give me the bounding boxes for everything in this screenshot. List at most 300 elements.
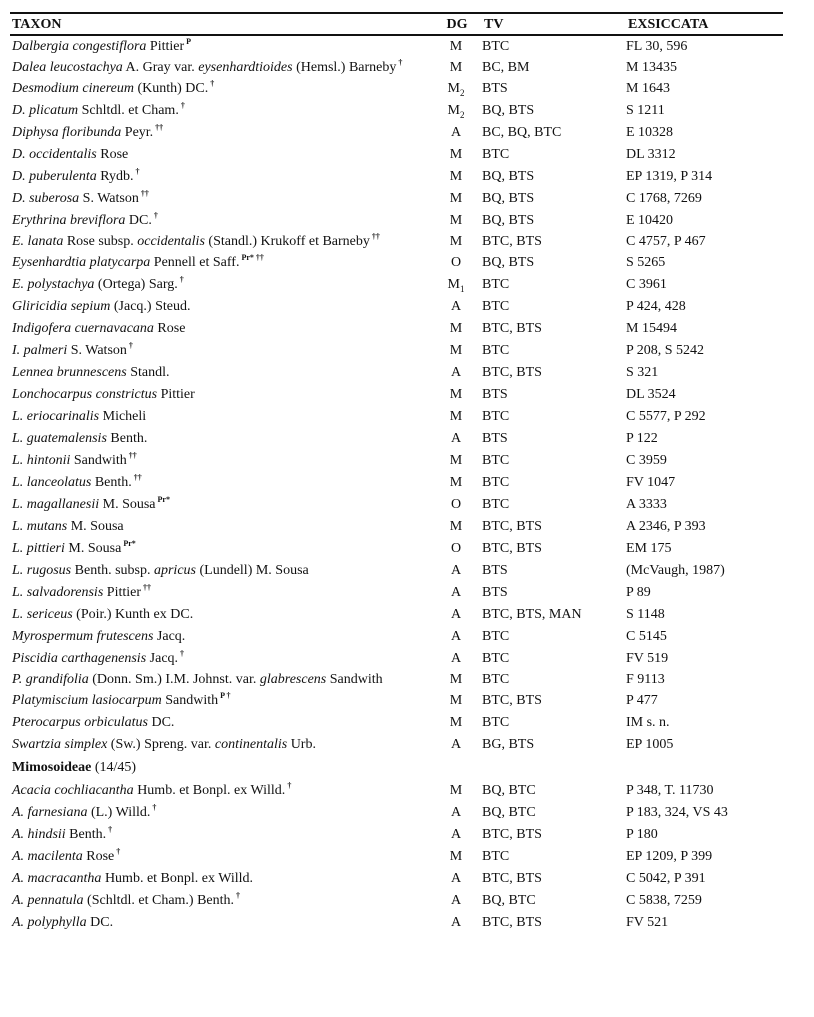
cell-exsiccata: A 2346, P 393 bbox=[626, 519, 706, 534]
header-exsiccata: EXSICCATA bbox=[626, 13, 783, 35]
cell-tv: BTC bbox=[482, 453, 510, 468]
cell-taxon bbox=[10, 318, 430, 340]
dg-value: M bbox=[449, 849, 463, 864]
cell-taxon bbox=[10, 188, 430, 210]
cell-tv: BTC bbox=[482, 475, 510, 490]
cell-exsiccata: C 5577, P 292 bbox=[626, 409, 706, 424]
cell-dg bbox=[430, 78, 482, 100]
cell-exsiccata: C 3959 bbox=[626, 453, 667, 468]
cell-exsiccata: FL 30, 596 bbox=[626, 39, 688, 54]
taxon-author: Benth. subsp. bbox=[71, 563, 154, 578]
section-row bbox=[10, 756, 783, 780]
dg-value: M bbox=[447, 103, 460, 118]
table-row bbox=[10, 274, 783, 296]
dg-value: M bbox=[449, 60, 463, 75]
cell-exsiccata: DL 3524 bbox=[626, 387, 676, 402]
cell-taxon bbox=[10, 166, 430, 188]
dg-value: M bbox=[449, 453, 463, 468]
header-taxon: TAXON bbox=[10, 13, 430, 35]
cell-dg bbox=[430, 824, 482, 846]
cell-exsiccata: C 1768, 7269 bbox=[626, 191, 702, 206]
cell-dg bbox=[430, 252, 482, 274]
cell-dg bbox=[430, 340, 482, 362]
taxon-author: Rose bbox=[153, 321, 186, 336]
taxon-note-marker: Pr* bbox=[157, 495, 170, 505]
dg-value: A bbox=[450, 563, 462, 578]
cell-taxon bbox=[10, 516, 430, 538]
cell-exsiccata: F 9113 bbox=[626, 672, 665, 687]
table-row bbox=[10, 232, 783, 252]
cell-tv: BG, BTS bbox=[482, 737, 535, 752]
cell-taxon bbox=[10, 560, 430, 582]
taxon-author: Humb. et Bonpl. ex Willd. bbox=[133, 783, 286, 798]
taxon-note-marker: Pr* †† bbox=[241, 253, 264, 263]
cell-tv: BQ, BTS bbox=[482, 213, 535, 228]
section-name: Mimosoideae bbox=[12, 760, 92, 775]
table-row bbox=[10, 340, 783, 362]
taxon-note-marker: † bbox=[236, 891, 241, 901]
taxon-author: (L.) Willd. bbox=[87, 805, 151, 820]
cell-exsiccata: EP 1209, P 399 bbox=[626, 849, 713, 864]
cell-dg bbox=[430, 712, 482, 734]
cell-exsiccata: M 15494 bbox=[626, 321, 677, 336]
cell-dg bbox=[430, 384, 482, 406]
taxon-name: D. puberulenta bbox=[12, 169, 97, 184]
taxon-author: (Jacq.) Steud. bbox=[110, 299, 191, 314]
dg-value: M bbox=[449, 475, 463, 490]
taxon-name: L. hintonii bbox=[12, 453, 71, 468]
cell-taxon bbox=[10, 890, 430, 912]
cell-dg bbox=[430, 406, 482, 428]
taxon-name: Acacia cochliacantha bbox=[12, 783, 134, 798]
taxon-author: Pittier bbox=[157, 387, 195, 402]
taxon-author: DC. bbox=[147, 715, 175, 730]
cell-tv: BTC bbox=[482, 497, 510, 512]
taxon-author-infra: (Lundell) M. Sousa bbox=[195, 563, 309, 578]
dg-value: M bbox=[449, 783, 463, 798]
table-row bbox=[10, 318, 783, 340]
cell-tv: BTC bbox=[482, 299, 510, 314]
taxon-author: Pennell et Saff. bbox=[150, 255, 240, 270]
table-row bbox=[10, 846, 783, 868]
dg-value: A bbox=[450, 585, 462, 600]
taxon-name: Lonchocarpus constrictus bbox=[12, 387, 158, 402]
cell-taxon bbox=[10, 582, 430, 604]
taxon-author: A. Gray var. bbox=[122, 60, 199, 75]
cell-tv: BTC bbox=[482, 672, 510, 687]
cell-tv: BTC, BTS bbox=[482, 234, 542, 249]
table-row bbox=[10, 362, 783, 384]
taxon-author: Rose bbox=[96, 147, 129, 162]
cell-taxon bbox=[10, 912, 430, 934]
taxon-name: P. grandifolia bbox=[12, 672, 89, 687]
taxon-name: A. macilenta bbox=[12, 849, 83, 864]
taxon-author: Humb. et Bonpl. ex Willd. bbox=[101, 871, 254, 886]
taxon-name: Dalbergia congestiflora bbox=[12, 39, 147, 54]
cell-exsiccata: C 5042, P 391 bbox=[626, 871, 706, 886]
table-row bbox=[10, 868, 783, 890]
cell-tv: BTC, BTS bbox=[482, 871, 542, 886]
taxon-author: Rose subsp. bbox=[63, 234, 138, 249]
cell-taxon bbox=[10, 362, 430, 384]
dg-value: A bbox=[450, 737, 462, 752]
cell-taxon bbox=[10, 100, 430, 122]
table-row bbox=[10, 604, 783, 626]
cell-tv: BTS bbox=[482, 585, 508, 600]
cell-dg bbox=[430, 538, 482, 560]
taxon-author: Jacq. bbox=[153, 629, 186, 644]
cell-dg bbox=[430, 232, 482, 252]
dg-subscript: 1 bbox=[459, 283, 465, 294]
cell-taxon bbox=[10, 472, 430, 494]
dg-value: M bbox=[449, 191, 463, 206]
cell-exsiccata: EP 1005 bbox=[626, 737, 674, 752]
taxon-name: Diphysa floribunda bbox=[12, 125, 122, 140]
cell-taxon bbox=[10, 670, 430, 690]
species-table bbox=[10, 12, 783, 934]
taxon-note-marker: †† bbox=[133, 473, 142, 483]
table-row bbox=[10, 144, 783, 166]
dg-value: A bbox=[450, 365, 462, 380]
dg-value: M bbox=[449, 39, 463, 54]
cell-exsiccata: C 5838, 7259 bbox=[626, 893, 702, 908]
dg-value: A bbox=[450, 651, 462, 666]
cell-taxon bbox=[10, 604, 430, 626]
cell-tv: BTC, BTS bbox=[482, 915, 542, 930]
cell-tv: BTC, BTS bbox=[482, 365, 542, 380]
taxon-name: D. plicatum bbox=[12, 103, 79, 118]
cell-exsiccata: S 1148 bbox=[626, 607, 665, 622]
taxon-author: (Donn. Sm.) I.M. Johnst. var. bbox=[88, 672, 260, 687]
table-row bbox=[10, 626, 783, 648]
table-row bbox=[10, 582, 783, 604]
cell-tv: BTC, BTS bbox=[482, 541, 542, 556]
taxon-author: Standl. bbox=[126, 365, 170, 380]
cell-tv: BTS bbox=[482, 431, 508, 446]
cell-dg bbox=[430, 318, 482, 340]
table-row bbox=[10, 516, 783, 538]
dg-value: A bbox=[450, 607, 462, 622]
dg-value: O bbox=[450, 497, 462, 512]
taxon-note-marker: † bbox=[128, 341, 133, 351]
cell-exsiccata: DL 3312 bbox=[626, 147, 676, 162]
header-tv: TV bbox=[482, 13, 626, 35]
cell-taxon bbox=[10, 802, 430, 824]
table-row bbox=[10, 384, 783, 406]
table-row bbox=[10, 166, 783, 188]
taxon-note-marker: † bbox=[116, 847, 121, 857]
cell-taxon bbox=[10, 232, 430, 252]
cell-taxon bbox=[10, 144, 430, 166]
dg-value: A bbox=[450, 125, 462, 140]
table-row bbox=[10, 560, 783, 582]
taxon-author: Sandwith bbox=[161, 693, 219, 708]
cell-exsiccata: FV 1047 bbox=[626, 475, 676, 490]
dg-value: A bbox=[450, 805, 462, 820]
dg-value: M bbox=[447, 81, 460, 96]
taxon-name: Dalea leucostachya bbox=[12, 60, 123, 75]
cell-exsiccata: M 13435 bbox=[626, 60, 677, 75]
cell-dg bbox=[430, 428, 482, 450]
cell-dg bbox=[430, 690, 482, 712]
cell-dg bbox=[430, 846, 482, 868]
cell-taxon bbox=[10, 340, 430, 362]
table-row bbox=[10, 712, 783, 734]
cell-tv: BQ, BTC bbox=[482, 805, 536, 820]
table-row bbox=[10, 122, 783, 144]
cell-taxon bbox=[10, 122, 430, 144]
cell-taxon bbox=[10, 428, 430, 450]
dg-value: M bbox=[449, 321, 463, 336]
cell-exsiccata: EP 1319, P 314 bbox=[626, 169, 713, 184]
dg-value: M bbox=[449, 715, 463, 730]
cell-taxon bbox=[10, 78, 430, 100]
taxon-author-infra: Urb. bbox=[287, 737, 316, 752]
taxon-note-marker: † bbox=[180, 101, 185, 111]
cell-taxon bbox=[10, 274, 430, 296]
cell-taxon bbox=[10, 252, 430, 274]
section-count: (14/45) bbox=[91, 760, 137, 775]
taxon-note-marker: † bbox=[135, 167, 140, 177]
cell-tv: BTC bbox=[482, 629, 510, 644]
taxon-name: L. rugosus bbox=[12, 563, 72, 578]
taxon-infraspecific: glabrescens bbox=[259, 672, 327, 687]
table-row bbox=[10, 802, 783, 824]
taxon-infraspecific: apricus bbox=[153, 563, 196, 578]
dg-value: A bbox=[450, 299, 462, 314]
cell-taxon bbox=[10, 210, 430, 232]
taxon-name: Swartzia simplex bbox=[12, 737, 108, 752]
taxon-note-marker: P † bbox=[220, 691, 231, 701]
taxon-note-marker: †† bbox=[371, 232, 380, 242]
cell-tv: BTC bbox=[482, 277, 510, 292]
table-row bbox=[10, 472, 783, 494]
taxon-author: Rydb. bbox=[96, 169, 134, 184]
table-row bbox=[10, 824, 783, 846]
table-row bbox=[10, 58, 783, 78]
taxon-author-infra: (Hemsl.) Barneby bbox=[292, 60, 397, 75]
dg-value: M bbox=[449, 147, 463, 162]
table-row bbox=[10, 35, 783, 58]
cell-tv: BTC bbox=[482, 651, 510, 666]
table-body bbox=[10, 35, 783, 934]
dg-value: A bbox=[450, 893, 462, 908]
taxon-author: Benth. bbox=[65, 827, 107, 842]
cell-dg bbox=[430, 472, 482, 494]
dg-value: M bbox=[449, 387, 463, 402]
cell-tv: BTC bbox=[482, 409, 510, 424]
cell-taxon bbox=[10, 538, 430, 560]
cell-taxon bbox=[10, 690, 430, 712]
cell-dg bbox=[430, 210, 482, 232]
table-row bbox=[10, 912, 783, 934]
taxon-name: D. occidentalis bbox=[12, 147, 97, 162]
cell-taxon bbox=[10, 35, 430, 58]
cell-exsiccata: P 183, 324, VS 43 bbox=[626, 805, 728, 820]
cell-dg bbox=[430, 494, 482, 516]
table-row bbox=[10, 188, 783, 210]
cell-tv: BTC bbox=[482, 343, 510, 358]
taxon-author: (Sw.) Spreng. var. bbox=[107, 737, 215, 752]
cell-exsiccata: E 10328 bbox=[626, 125, 674, 140]
taxon-name: L. salvadorensis bbox=[12, 585, 104, 600]
cell-dg bbox=[430, 734, 482, 756]
table-row bbox=[10, 296, 783, 318]
taxon-name: A. farnesiana bbox=[12, 805, 88, 820]
cell-exsiccata: M 1643 bbox=[626, 81, 670, 96]
table-row bbox=[10, 450, 783, 472]
cell-exsiccata: S 5265 bbox=[626, 255, 666, 270]
cell-exsiccata: C 4757, P 467 bbox=[626, 234, 706, 249]
cell-tv: BTS bbox=[482, 387, 508, 402]
taxon-name: Eysenhardtia platycarpa bbox=[12, 255, 151, 270]
taxon-note-marker: † bbox=[180, 649, 185, 659]
cell-taxon bbox=[10, 494, 430, 516]
cell-tv: BQ, BTS bbox=[482, 255, 535, 270]
cell-exsiccata: A 3333 bbox=[626, 497, 667, 512]
taxon-note-marker: †† bbox=[140, 189, 149, 199]
taxon-name: L. mutans bbox=[12, 519, 68, 534]
cell-dg bbox=[430, 35, 482, 58]
cell-tv: BTC, BTS bbox=[482, 321, 542, 336]
taxon-note-marker: † bbox=[398, 58, 403, 68]
cell-tv: BTC bbox=[482, 715, 510, 730]
cell-tv: BTS bbox=[482, 81, 508, 96]
cell-tv: BTC bbox=[482, 39, 510, 54]
cell-dg bbox=[430, 670, 482, 690]
taxon-note-marker: †† bbox=[143, 583, 152, 593]
taxon-name: D. suberosa bbox=[12, 191, 80, 206]
taxon-name: A. pennatula bbox=[12, 893, 84, 908]
cell-dg bbox=[430, 648, 482, 670]
taxon-name: I. palmeri bbox=[12, 343, 68, 358]
cell-taxon bbox=[10, 868, 430, 890]
cell-dg bbox=[430, 58, 482, 78]
cell-taxon bbox=[10, 406, 430, 428]
table-row bbox=[10, 670, 783, 690]
taxon-note-marker: Pr* bbox=[123, 539, 136, 549]
dg-subscript: 2 bbox=[459, 87, 465, 98]
cell-tv: BC, BM bbox=[482, 60, 530, 75]
taxon-name: L. lanceolatus bbox=[12, 475, 92, 490]
table-row bbox=[10, 100, 783, 122]
dg-value: M bbox=[449, 234, 463, 249]
cell-exsiccata: P 89 bbox=[626, 585, 651, 600]
cell-taxon bbox=[10, 450, 430, 472]
taxon-infraspecific: occidentalis bbox=[137, 234, 205, 249]
dg-value: O bbox=[450, 255, 462, 270]
dg-value: M bbox=[449, 693, 463, 708]
cell-tv: BQ, BTS bbox=[482, 191, 535, 206]
cell-exsiccata: S 1211 bbox=[626, 103, 665, 118]
taxon-name: Indigofera cuernavacana bbox=[12, 321, 154, 336]
cell-tv: BTC bbox=[482, 849, 510, 864]
dg-value: A bbox=[450, 629, 462, 644]
dg-value: M bbox=[449, 343, 463, 358]
cell-dg bbox=[430, 560, 482, 582]
cell-dg bbox=[430, 166, 482, 188]
dg-value: A bbox=[450, 871, 462, 886]
table-row bbox=[10, 78, 783, 100]
section-heading bbox=[10, 756, 783, 780]
taxon-name: Gliricidia sepium bbox=[12, 299, 111, 314]
taxon-note-marker: †† bbox=[128, 451, 137, 461]
taxon-author: M. Sousa bbox=[99, 497, 156, 512]
cell-exsiccata: P 477 bbox=[626, 693, 658, 708]
cell-dg bbox=[430, 296, 482, 318]
taxon-author: S. Watson bbox=[79, 191, 139, 206]
taxon-author-infra: (Standl.) Krukoff et Barneby bbox=[204, 234, 370, 249]
taxon-note-marker: P bbox=[186, 37, 192, 47]
cell-exsiccata: P 122 bbox=[626, 431, 658, 446]
table-row bbox=[10, 210, 783, 232]
taxon-note-marker: † bbox=[153, 211, 158, 221]
taxon-note-marker: † bbox=[210, 79, 215, 89]
cell-dg bbox=[430, 100, 482, 122]
taxon-name: E. polystachya bbox=[12, 277, 95, 292]
taxon-name: Piscidia carthagenensis bbox=[12, 651, 147, 666]
cell-taxon bbox=[10, 780, 430, 802]
taxon-name: Erythrina breviflora bbox=[12, 213, 126, 228]
cell-exsiccata: IM s. n. bbox=[626, 715, 670, 730]
taxon-name: L. sericeus bbox=[12, 607, 73, 622]
taxon-author: Micheli bbox=[99, 409, 147, 424]
cell-tv: BTS bbox=[482, 563, 508, 578]
taxon-name: Desmodium cinereum bbox=[12, 81, 134, 96]
cell-dg bbox=[430, 802, 482, 824]
table-row bbox=[10, 780, 783, 802]
cell-exsiccata: P 180 bbox=[626, 827, 658, 842]
cell-dg bbox=[430, 516, 482, 538]
cell-exsiccata: (McVaugh, 1987) bbox=[626, 563, 725, 578]
taxon-name: A. macracantha bbox=[12, 871, 102, 886]
cell-dg bbox=[430, 780, 482, 802]
cell-tv: BTC, BTS bbox=[482, 519, 542, 534]
taxon-author: (Schltdl. et Cham.) Benth. bbox=[83, 893, 235, 908]
taxon-infraspecific: continentalis bbox=[214, 737, 288, 752]
cell-dg bbox=[430, 626, 482, 648]
taxon-author: M. Sousa bbox=[67, 519, 124, 534]
cell-tv: BTC bbox=[482, 147, 510, 162]
taxon-name: E. lanata bbox=[12, 234, 64, 249]
taxon-name: Platymiscium lasiocarpum bbox=[12, 693, 162, 708]
taxon-note-marker: † bbox=[152, 803, 157, 813]
cell-dg bbox=[430, 868, 482, 890]
taxon-author: DC. bbox=[125, 213, 152, 228]
dg-value: M bbox=[449, 213, 463, 228]
cell-tv: BTC, BTS bbox=[482, 827, 542, 842]
dg-value: A bbox=[450, 431, 462, 446]
cell-taxon bbox=[10, 384, 430, 406]
cell-dg bbox=[430, 274, 482, 296]
cell-dg bbox=[430, 604, 482, 626]
table-row bbox=[10, 428, 783, 450]
table-row bbox=[10, 690, 783, 712]
cell-exsiccata: C 3961 bbox=[626, 277, 667, 292]
cell-dg bbox=[430, 188, 482, 210]
species-table-page bbox=[10, 12, 783, 934]
taxon-author: Peyr. bbox=[121, 125, 154, 140]
table-row bbox=[10, 734, 783, 756]
taxon-name: L. pittieri bbox=[12, 541, 65, 556]
taxon-note-marker: † bbox=[179, 275, 184, 285]
cell-tv: BQ, BTC bbox=[482, 783, 536, 798]
table-row bbox=[10, 648, 783, 670]
table-row bbox=[10, 538, 783, 560]
taxon-name: Myrospermum frutescens bbox=[12, 629, 154, 644]
dg-value: O bbox=[450, 541, 462, 556]
cell-exsiccata: P 424, 428 bbox=[626, 299, 686, 314]
